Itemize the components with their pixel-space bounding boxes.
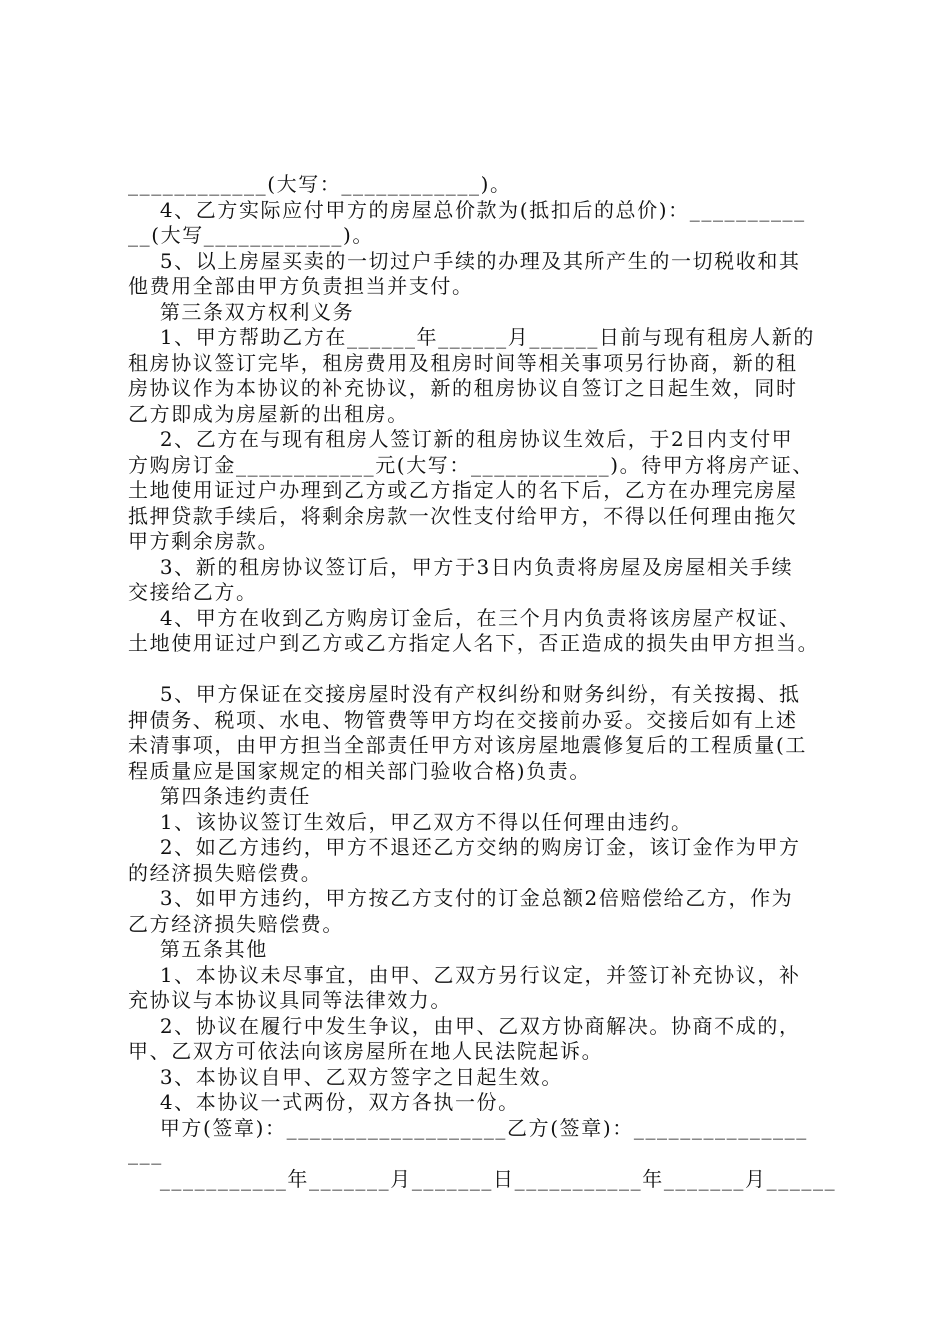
- text-line: 他费用全部由甲方负责担当并支付。: [128, 274, 474, 298]
- text-line: 未清事项，由甲方担当全部责任甲方对该房屋地震修复后的工程质量(工: [128, 733, 808, 757]
- text-line: 2、如乙方违约，甲方不退还乙方交纳的购房订金，该订金作为甲方: [128, 835, 801, 859]
- text-line: __(大写____________)。: [128, 223, 375, 247]
- text-line: 1、该协议签订生效后，甲乙双方不得以任何理由违约。: [128, 809, 693, 834]
- section-heading: 第四条违约责任: [128, 784, 312, 808]
- text-line: 抵押贷款手续后，将剩余房款一次性支付给甲方，不得以任何理由拖欠: [128, 503, 798, 528]
- text-line: 3、本协议自甲、乙双方签字之日起生效。: [128, 1064, 563, 1089]
- text-line: 4、甲方在收到乙方购房订金后，在三个月内负责将该房屋产权证、: [128, 605, 801, 630]
- text-line: ____________(大写：____________)。: [128, 172, 512, 196]
- text-line: 甲、乙双方可依法向该房屋所在地人民法院起诉。: [128, 1039, 604, 1063]
- text-line: 房协议作为本协议的补充协议，新的租房协议自签订之日起生效，同时: [128, 376, 798, 400]
- text-line: 程质量应是国家规定的相关部门验收合格)负责。: [128, 758, 592, 783]
- text-line: 1、本协议未尽事宜，由甲、乙双方另行议定，并签订补充协议，补: [128, 962, 801, 987]
- section-heading: 第五条其他: [128, 937, 268, 961]
- text-line: 甲方剩余房款。: [128, 529, 280, 553]
- text-line: 押债务、税项、水电、物管费等甲方均在交接前办妥。交接后如有上述: [128, 707, 798, 732]
- text-line: 的经济损失赔偿费。: [128, 860, 323, 885]
- section-heading: 第三条双方权利义务: [128, 299, 355, 324]
- text-line: 2、乙方在与现有租房人签订新的租房协议生效后，于2日内支付甲: [128, 427, 794, 451]
- text-line: 3、如甲方违约，甲方按乙方支付的订金总额2倍赔偿给乙方，作为: [128, 886, 794, 910]
- text-line: 4、乙方实际应付甲方的房屋总价款为(抵扣后的总价)：__________: [128, 197, 806, 222]
- text-line: 5、以上房屋买卖的一切过户手续的办理及其所产生的一切税收和其: [128, 248, 801, 273]
- signature-line: ___: [128, 1141, 163, 1165]
- text-line: 乙方即成为房屋新的出租房。: [128, 401, 409, 426]
- text-line: 交接给乙方。: [128, 580, 258, 604]
- text-line: 租房协议签订完毕，租房费用及租房时间等相关事项另行协商，新的租: [128, 350, 798, 375]
- text-line: 方购房订金____________元(大写：____________)。待甲方将房产证、: [128, 452, 815, 477]
- text-line: 4、本协议一式两份，双方各执一份。: [128, 1090, 520, 1114]
- text-line: 1、甲方帮助乙方在______年______月______日前与现有租房人新的: [128, 325, 815, 349]
- signature-line: 甲方(签章)：___________________乙方(签章)：_______________: [128, 1115, 808, 1140]
- blank-line: [128, 657, 848, 683]
- date-line: ___________年_______月_______日___________年_______月______: [128, 1166, 837, 1191]
- text-line: 5、甲方保证在交接房屋时没有产权纠纷和财务纠纷，有关按揭、抵: [128, 682, 801, 706]
- text-line: 2、协议在履行中发生争议，由甲、乙双方协商解决。协商不成的，: [128, 1013, 801, 1038]
- text-line: 充协议与本协议具同等法律效力。: [128, 988, 452, 1012]
- contract-text: [128, 172, 848, 1192]
- text-line: 3、新的租房协议签订后，甲方于3日内负责将房屋及房屋相关手续: [128, 554, 794, 579]
- text-line: 土地使用证过户到乙方或乙方指定人名下，否正造成的损失由甲方担当。: [128, 631, 820, 655]
- text-line: 乙方经济损失赔偿费。: [128, 911, 344, 936]
- text-line: 土地使用证过户办理到乙方或乙方指定人的名下后，乙方在办理完房屋: [128, 478, 798, 502]
